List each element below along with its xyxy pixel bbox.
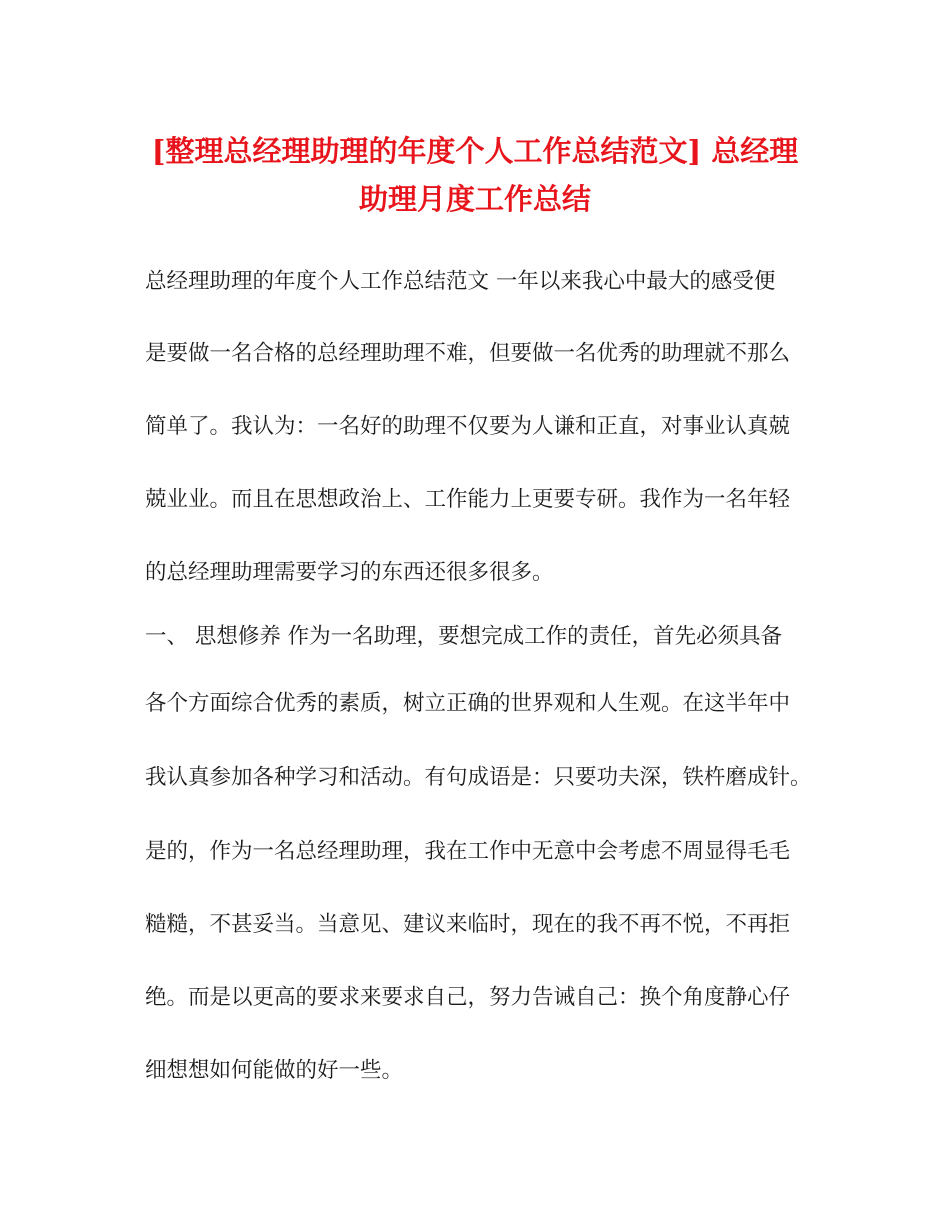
body-line-7: 各个方面综合优秀的素质，树立正确的世界观和人生观。在这半年中 — [145, 691, 791, 716]
body-line-9: 是的，作为一名总经理助理，我在工作中无意中会考虑不周显得毛毛 — [145, 839, 791, 864]
document-title-line-1: [整理总经理助理的年度个人工作总结范文] 总经理 — [151, 134, 799, 168]
body-line-10: 糙糙，不甚妥当。当意见、建议来临时，现在的我不再不悦，不再拒 — [145, 912, 791, 937]
body-line-1: 总经理助理的年度个人工作总结范文 一年以来我心中最大的感受便 — [145, 269, 776, 294]
document-title-line-2: 助理月度工作总结 — [358, 182, 591, 216]
body-line-12: 细想想如何能做的好一些。 — [145, 1058, 404, 1083]
body-line-5: 的总经理助理需要学习的东西还很多很多。 — [145, 560, 554, 585]
body-line-11: 绝。而是以更高的要求来要求自己，努力告诫自己：换个角度静心仔 — [145, 985, 791, 1010]
body-line-2: 是要做一名合格的总经理助理不难，但要做一名优秀的助理就不那么 — [145, 341, 791, 366]
body-line-6: 一、 思想修养 作为一名助理，要想完成工作的责任，首先必须具备 — [145, 624, 783, 649]
body-line-3: 简单了。我认为：一名好的助理不仅要为人谦和正直，对事业认真兢 — [145, 414, 791, 439]
body-line-8: 我认真参加各种学习和活动。有句成语是：只要功夫深，铁杵磨成针。 — [145, 765, 812, 790]
body-line-4: 兢业业。而且在思想政治上、工作能力上更要专研。我作为一名年轻 — [145, 487, 791, 512]
